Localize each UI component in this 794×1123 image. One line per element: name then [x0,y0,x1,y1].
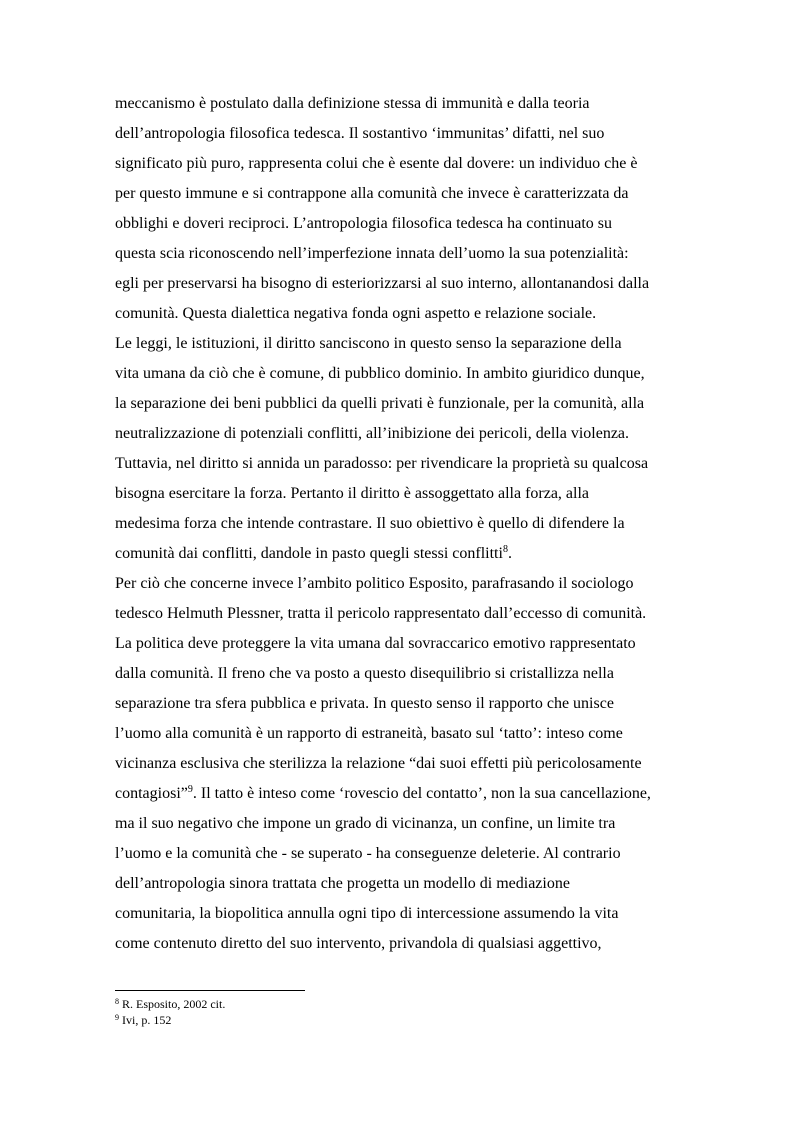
body-line: Le leggi, le istituzioni, il diritto sanciscono in questo senso la separazione della [115,335,622,352]
body-line: questa scia riconoscendo nell’imperfezione innata dell’uomo la sua potenzialità: [115,245,629,262]
body-line: come contenuto diretto del suo intervento, privandola di qualsiasi aggettivo, [115,935,602,952]
body-line: vicinanza esclusiva che sterilizza la relazione “dai suoi effetti più pericolosamente [115,755,642,772]
body-line-with-footnote-9 [115,784,651,804]
footnote-text: R. Esposito, 2002 cit. [119,997,226,1011]
body-line-with-footnote-8 [115,544,512,564]
body-line: l’uomo e la comunità che - se superato - ha conseguenze deleterie. Al contrario [115,845,621,862]
body-line: dalla comunità. Il freno che va posto a questo disequilibrio si cristallizza nella [115,665,614,682]
body-line-rest: . Il tatto è inteso come ‘rovescio del contatto’, non la sua cancellazione, [192,785,651,802]
body-line: obblighi e doveri reciproci. L’antropologia filosofica tedesca ha continuato su [115,215,613,232]
body-line: ma il suo negativo che impone un grado di vicinanza, un confine, un limite tra [115,815,616,832]
footnote-number: 8 [115,997,119,1006]
body-line: Tuttavia, nel diritto si annida un paradosso: per rivendicare la proprietà su qualcosa [115,455,649,472]
body-line: comunitaria, la biopolitica annulla ogni tipo di intercessione assumendo la vita [115,905,619,922]
body-line: Per ciò che concerne invece l’ambito politico Esposito, parafrasando il sociologo [115,575,634,592]
body-line: dell’antropologia filosofica tedesca. Il sostantivo ‘immunitas’ difatti, nel suo [115,125,605,142]
body-line: neutralizzazione di potenziali conflitti, all’inibizione dei pericoli, della violenza. [115,425,630,442]
body-line: meccanismo è postulato dalla definizione stessa di immunità e dalla teoria [115,95,590,112]
body-line: la separazione dei beni pubblici da quelli privati è funzionale, per la comunità, alla [115,395,645,412]
body-line: tedesco Helmuth Plessner, tratta il pericolo rappresentato dall’eccesso di comunità. [115,605,647,622]
body-line-end: . [507,545,512,562]
body-line: significato più puro, rappresenta colui che è esente dal dovere: un individuo che è [115,155,638,172]
footnote-8 [115,997,225,1011]
footnote-text: Ivi, p. 152 [119,1013,172,1027]
body-line: dell’antropologia sinora trattata che progetta un modello di mediazione [115,875,570,892]
body-line: vita umana da ciò che è comune, di pubblico dominio. In ambito giuridico dunque, [115,365,645,382]
body-line-text: comunità dai conflitti, dandole in pasto quegli stessi conflitti [115,545,503,562]
body-line: separazione tra sfera pubblica e privata. In questo senso il rapporto che unisce [115,695,614,712]
footnote-number: 9 [115,1013,119,1022]
footnote-separator [115,990,305,991]
footnote-9 [115,1013,171,1027]
footnote-ref-8[interactable]: 8 [502,544,508,555]
body-line: bisogna esercitare la forza. Pertanto il diritto è assoggettato alla forza, alla [115,485,590,502]
footnote-ref-9[interactable]: 9 [187,784,193,795]
body-line: comunità. Questa dialettica negativa fonda ogni aspetto e relazione sociale. [115,305,597,322]
body-line: egli per preservarsi ha bisogno di esteriorizzarsi al suo interno, allontanandosi dalla [115,275,650,292]
body-line: La politica deve proteggere la vita umana dal sovraccarico emotivo rappresentato [115,635,636,652]
body-line: per questo immune e si contrappone alla comunità che invece è caratterizzata da [115,185,629,202]
body-line: l’uomo alla comunità è un rapporto di estraneità, basato sul ‘tatto’: inteso come [115,725,623,742]
body-line: medesima forza che intende contrastare. Il suo obiettivo è quello di difendere la [115,515,625,532]
body-line-text: contagiosi” [115,785,188,802]
